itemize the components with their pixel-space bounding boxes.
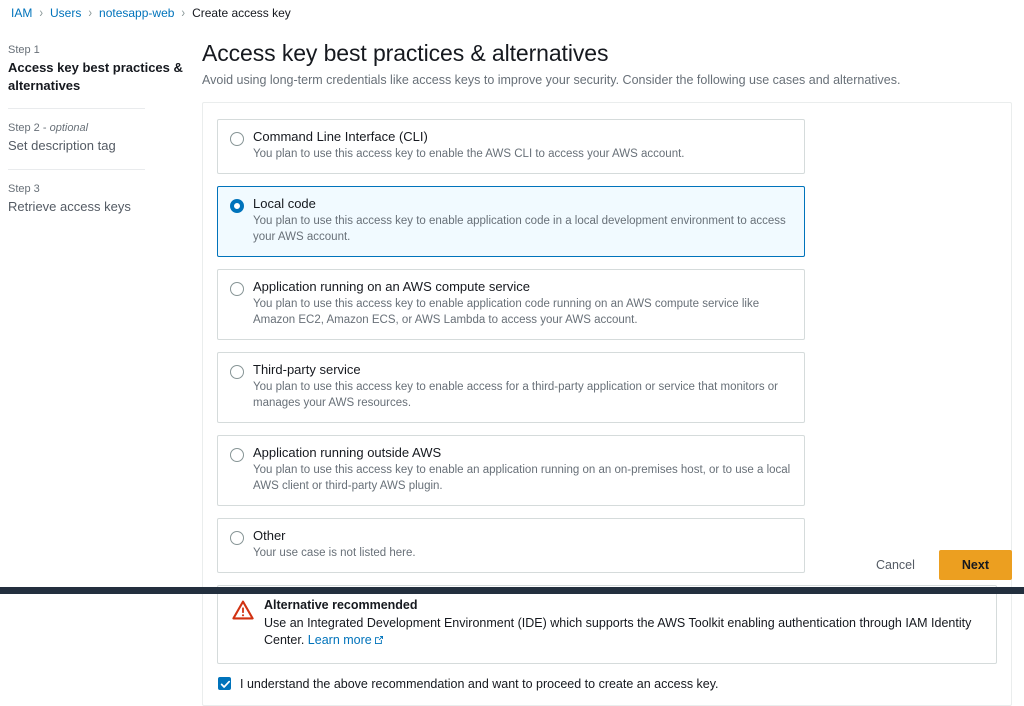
radio-button-icon[interactable]	[230, 531, 244, 545]
cancel-button[interactable]: Cancel	[862, 551, 929, 579]
radio-button-icon[interactable]	[230, 282, 244, 296]
warning-triangle-icon	[232, 600, 254, 625]
radio-button-icon[interactable]	[230, 132, 244, 146]
alternative-recommended-alert	[217, 585, 997, 664]
confirmation-checkbox-row[interactable]	[217, 677, 997, 691]
main-content	[196, 26, 1024, 706]
step-number-text: Step 1	[8, 44, 40, 56]
option-description: Your use case is not listed here.	[253, 547, 416, 560]
option-title: Local code	[253, 196, 316, 212]
option-body	[253, 196, 792, 246]
step-divider	[8, 108, 145, 109]
wizard-steps-sidebar	[0, 26, 196, 215]
page-title: Access key best practices & alternatives	[202, 40, 609, 66]
bottom-bar	[0, 587, 1024, 594]
step-number-label	[8, 44, 196, 56]
step-number-label	[8, 183, 196, 195]
use-case-option-0[interactable]	[217, 119, 805, 174]
use-case-option-1[interactable]	[217, 186, 805, 257]
page-subtitle: Avoid using long-term credentials like access keys to improve your security. Consider the following use cases and alternatives.	[202, 73, 901, 87]
option-body	[253, 129, 685, 163]
breadcrumb-item-0[interactable]: IAM	[11, 6, 33, 20]
option-description: You plan to use this access key to enable an application running on an on-premises host, or to use a local AWS client or third-party AWS plugin.	[253, 464, 791, 493]
use-case-option-2[interactable]	[217, 269, 805, 340]
wizard-step-2	[8, 122, 196, 155]
learn-more-link[interactable]: Learn more	[307, 632, 372, 647]
option-description: You plan to use this access key to enable application code running on an AWS compute service like Amazon EC2, Amazon ECS, or AWS Lambda to access your AWS account.	[253, 298, 760, 327]
option-title: Application running on an AWS compute service	[253, 279, 531, 295]
page-body	[0, 26, 1024, 691]
next-button[interactable]: Next	[939, 550, 1012, 580]
step-optional-tag: optional	[49, 122, 89, 135]
option-body	[253, 362, 792, 412]
breadcrumb-item-2[interactable]: notesapp-web	[99, 6, 175, 20]
confirmation-checkbox[interactable]	[218, 677, 231, 690]
use-case-panel	[202, 102, 1012, 706]
step-number-text: Step 3	[8, 182, 40, 195]
alert-title: Alternative recommended	[264, 598, 418, 613]
breadcrumb-separator-icon: ›	[88, 5, 93, 21]
radio-button-icon[interactable]	[230, 199, 244, 213]
option-title: Command Line Interface (CLI)	[253, 129, 428, 144]
option-description: You plan to use this access key to enable application code in a local development environment to access your AWS account.	[253, 215, 786, 244]
wizard-step-1	[8, 44, 196, 94]
use-case-option-3[interactable]	[217, 352, 805, 423]
wizard-footer	[0, 546, 1024, 584]
breadcrumb-separator-icon: ›	[181, 5, 186, 21]
breadcrumb-separator-icon: ›	[39, 5, 44, 21]
option-body	[253, 445, 792, 495]
option-body	[253, 279, 792, 329]
option-title: Application running outside AWS	[253, 445, 442, 461]
checkmark-icon	[220, 679, 231, 690]
step-number-text: Step 2 -	[8, 122, 50, 135]
breadcrumb	[0, 0, 1024, 26]
breadcrumb-item-1[interactable]: Users	[50, 6, 82, 20]
use-case-radio-group	[217, 119, 805, 573]
breadcrumb-item-3: Create access key	[192, 6, 291, 20]
step-title: Set description tag	[8, 138, 116, 154]
option-title: Third-party service	[253, 362, 361, 378]
alert-message: Use an Integrated Development Environment (IDE) which supports the AWS Toolkit enabling authentication through IAM Identity Center.	[264, 616, 972, 647]
radio-button-icon[interactable]	[230, 365, 244, 379]
wizard-step-3	[8, 183, 196, 216]
step-title: Retrieve access keys	[8, 198, 131, 214]
step-divider	[8, 169, 145, 170]
step-title: Access key best practices & alternatives	[8, 60, 183, 93]
alert-body	[264, 598, 982, 650]
radio-button-icon[interactable]	[230, 448, 244, 462]
step-number-label	[8, 122, 196, 134]
confirmation-label: I understand the above recommendation and want to proceed to create an access key.	[240, 676, 719, 691]
external-link-icon	[374, 633, 384, 650]
use-case-option-4[interactable]	[217, 435, 805, 506]
option-title: Other	[253, 527, 286, 543]
alert-text	[264, 615, 982, 650]
option-description: You plan to use this access key to enable the AWS CLI to access your AWS account.	[253, 148, 685, 161]
option-description: You plan to use this access key to enable access for a third-party application or service that monitors or manages your AWS resources.	[253, 381, 779, 410]
